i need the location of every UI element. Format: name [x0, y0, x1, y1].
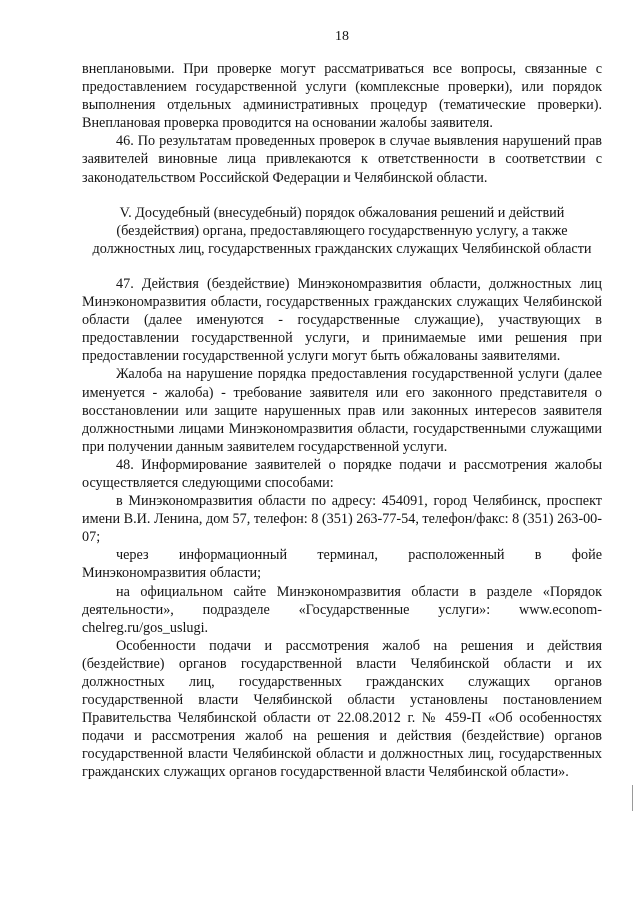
paragraph-48: 48. Информирование заявителей о порядке подачи и рассмотрения жалобы осуществляется следующими способами: — [82, 456, 602, 491]
paragraph-terminal — [82, 546, 602, 582]
paragraph-47: 47. Действия (бездействие) Минэкономразвития области, должностных лиц Минэкономразвития области, государственных гражданских служащих Челябинской области (далее именуются - государственные служащие), участвующих в предоставлении государственной услуги, и принимаемые ими решения при предоставлении государственной услуги могут быть обжалованы заявителями. — [82, 275, 602, 365]
paragraph-regulation: Особенности подачи и рассмотрения жалоб на решения и действия (бездействие) органов государственной власти Челябинской области и их должностных лиц, государственных гражданских служащих органов государственной власти Челябинской области установлены постановлением Правительства Челябинской области от 22.08.2012 г. № 459-П «Об особенностях подачи и рассмотрения жалоб на решения и действия (бездействие) органов государственной власти Челябинской области и должностных лиц, государственных гражданских служащих органов государственной власти Челябинской области». — [82, 637, 602, 781]
paragraph-address: в Минэкономразвития области по адресу: 454091, город Челябинск, проспект имени В.И. Ленина, дом 57, телефон: 8 (351) 263-77-54, телефон/факс: 8 (351) 263-00-07; — [82, 493, 602, 546]
page-number: 18 — [335, 29, 349, 44]
paragraph-inspection-scope: внеплановыми. При проверке могут рассматриваться все вопросы, связанные с предоставлением государственной услуги (комплексные проверки), или порядок выполнения отдельных административных процедур (тематические проверки). Внеплановая проверка проводится на основании жалобы заявителя. — [82, 61, 602, 132]
section-heading-v: V. Досудебный (внесудебный) порядок обжалования решений и действий (бездействия) органа, предоставляющего государственную услугу, а также должностных лиц, государственных гражданских служащих Челябинской области — [92, 204, 592, 257]
paragraph-terminal-line-2: Минэкономразвития области; — [82, 565, 262, 582]
paragraph-website: на официальном сайте Минэкономразвития области в разделе «Порядок деятельности», подразделе «Государственные услуги»: www.econom-chelreg.ru/gos_uslugi. — [82, 583, 602, 636]
scan-edge-mark — [632, 785, 633, 811]
paragraph-terminal-line-1: через информационный терминал, расположенный в фойе — [116, 547, 602, 564]
paragraph-46: 46. По результатам проведенных проверок в случае выявления нарушений прав заявителей виновные лица привлекаются к ответственности в соответствии с законодательством Российской Федерации и Челябинской области. — [82, 133, 602, 186]
paragraph-complaint-definition: Жалоба на нарушение порядка предоставления государственной услуги (далее именуется - жалоба) - требование заявителя или его законного представителя о восстановлении или защите нарушенных прав или законных интересов заявителя должностными лицами Минэкономразвития области, государственными служащими при получении данным заявителем государственной услуги. — [82, 366, 602, 455]
